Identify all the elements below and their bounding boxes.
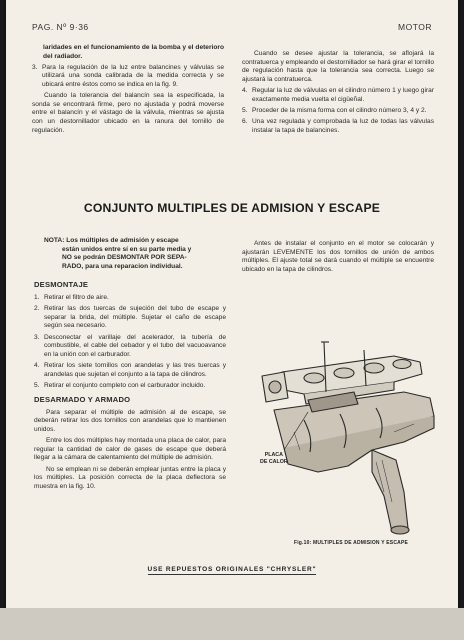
list-item: 4. Retirar los siete tornillos con arandelas y las tres tuercas y arandelas que sujetan el conjunto a la tapa de cilindros.	[34, 361, 226, 378]
desarmado-heading: DESARMADO Y ARMADO	[34, 395, 131, 405]
manifold-illustration	[244, 332, 444, 542]
continued-text: laridades en el funcionamiento de la bomba y el deterioro del radiador.	[43, 44, 224, 60]
desmontaje-list	[34, 294, 226, 390]
paragraph: Antes de instalar el conjunto en el motor se colocarán y ajustarán LEVEMENTE los dos tornillos de unión de ambos múltiples. El ajuste total se dará cuando el múltiple se encuentre ubicado en la tapa de cilindros.	[242, 240, 434, 273]
manual-page	[6, 0, 458, 608]
paragraph: Entre los dos múltiples hay montada una placa de calor, para regular la cantidad de calor de gases de escape que deberá llegar a la cámara de calentamiento del múltiple de admisión.	[34, 437, 226, 462]
list-item: 3. Desconectar el varillaje del acelerador, la tubería de combustible, el cable del cebador y el tubo del vacuoavance en la unión con el carburador.	[34, 333, 226, 358]
bottom-left-column	[34, 237, 226, 494]
top-left-column	[32, 44, 224, 138]
bottom-right-column	[242, 240, 434, 277]
top-right-column	[242, 50, 434, 138]
desmontaje-heading: DESMONTAJE	[34, 280, 89, 290]
list-item: 5. Proceder de la misma forma con el cilindro número 3, 4 y 2.	[242, 106, 427, 114]
list-item: 4. Regular la luz de válvulas en el cilindro número 1 y luego girar exactamente media vuelta el cigüeñal.	[242, 86, 434, 103]
list-item: 1. Retirar el filtro de aire.	[34, 293, 109, 301]
paragraph: Cuando la tolerancia del balancín sea la especificada, la sonda se encontrará firme, pero no ajustada y podrá moverse entre el balancín y el vástago de la válvula, mientras se ajusta con un destornillador ubicado en la ranura del tornillo de regulación.	[32, 92, 224, 134]
list-item: 6. Una vez regulada y comprobada la luz de todas las válvulas instalar la tapa de balancines.	[242, 117, 434, 134]
section-title: CONJUNTO MULTIPLES DE ADMISION Y ESCAPE	[83, 201, 381, 215]
section-name: MOTOR	[398, 22, 432, 32]
list-item: 2. Retirar las dos tuercas de sujeción del tubo de escape y separar la brida, del múltiple. Sujetar el caño de escape según sea necesario.	[34, 305, 226, 330]
figure-label: PLACA DE CALOR	[260, 452, 288, 465]
page-header	[32, 22, 432, 32]
page-footer: USE REPUESTOS ORIGINALES "CHRYSLER"	[147, 566, 317, 573]
note-block: NOTA: Los múltiples de admisión y escape están unidos entre sí en su parte media y NO se podrán DESMONTAR POR SEPA- RADO, para una reparacion individual.	[44, 237, 192, 270]
paragraph: Para separar el múltiple de admisión al de escape, se deberán retirar los dos tornillos con arandelas que lo mantienen unidos.	[34, 408, 226, 434]
page-number: PAG. Nº 9·36	[32, 22, 89, 32]
paragraph: No se emplean ni se deberán emplear juntas entre la placa y los múltiples. La posición correcta de la placa deflectora se muestra en la fig. 10.	[34, 465, 226, 490]
list-item: 3. Para la regulación de la luz entre balancines y válvulas se utilizará una sonda calibrada de la medida correcta y se ubicará entre éstos como se indica en la fig. 9.	[32, 63, 224, 88]
paragraph: Cuando se desee ajustar la tolerancia, se aflojará la contratuerca y empleando el destornillador se hará girar el tornillo de regulación hasta que la tolerancia sea correcta. Luego se ajustará la contratuerca.	[242, 50, 434, 83]
list-item: 5. Retirar el conjunto completo con el carburador incluido.	[34, 381, 206, 389]
scan-background	[0, 608, 464, 640]
figure-caption: Fig.10: MULTIPLES DE ADMISION Y ESCAPE	[293, 540, 409, 546]
